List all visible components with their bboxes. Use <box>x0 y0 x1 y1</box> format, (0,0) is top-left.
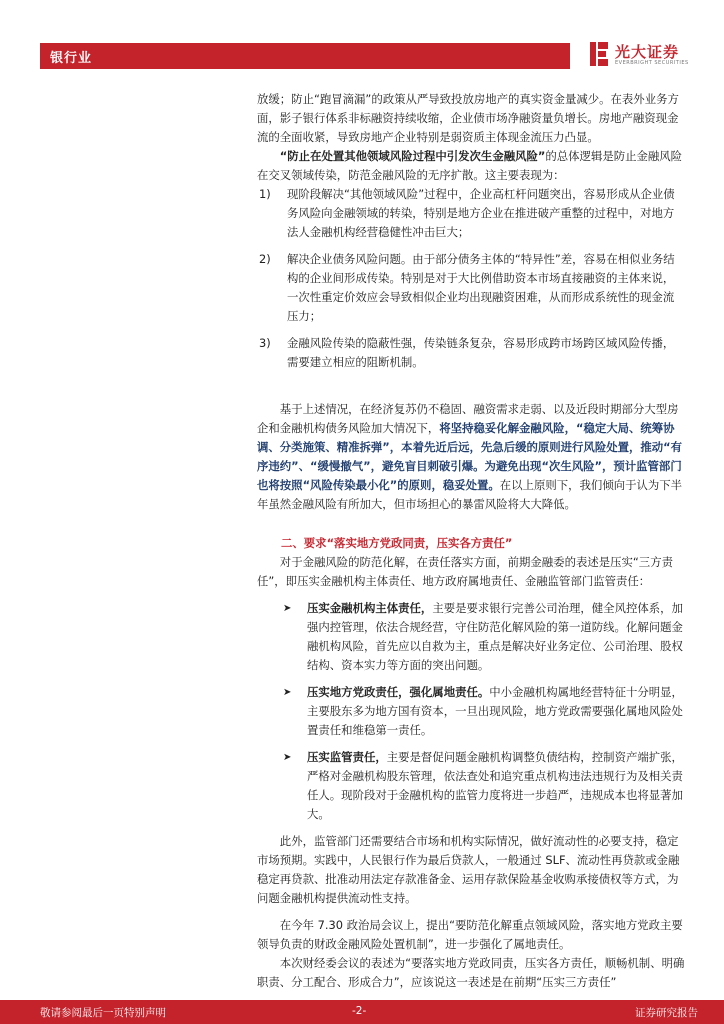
brand-name-en: EVERBRIGHT SECURITIES <box>615 60 689 66</box>
bullet-item-text: 主要是要求银行完善公司治理，健全风控体系，加强内控管理，依法合规经营，守住防范化解风险的第一道防线。化解问题金融机构风险，首先应以自救为主，重点是解决好业务定位、公司治理、股权结构、资本实力等方面的突出问题。 <box>307 601 683 672</box>
paragraph-3-highlight: 将坚持稳妥化解金融风险，“稳定大局、统筹协调、分类施策、精准拆弹”，本着先近后远，先急后缓的原则进行风险处置，推动“有序违约”、“缓慢撤气”，避免盲目刺破引爆。为避免出现“次生风险”，预计监管部门也将按照“风险传染最小化”的原则，稳妥处置。 <box>257 421 683 492</box>
arrow-bullet-icon: ➤ <box>283 687 292 698</box>
paragraph-1: 放缓；防止“跑冒滴漏”的政策从严导致投放房地产的真实资金量减少。在表外业务方面，影子银行体系非标融资持续收缩，企业债市场净融资量负增长。房地产融资现金流的全面收紧，导致房地产企业特别是弱资质主体现金流压力凸显。 <box>257 92 679 144</box>
arrow-bullet-icon: ➤ <box>283 603 292 614</box>
paragraph-7: 本次财经委会议的表述为“要落实地方党政同责，压实各方责任，顺畅机制、明确职责、分工配合、形成合力”，应该说这一表述是在前期“压实三方责任” <box>257 956 685 989</box>
section-tag: 银行业 <box>50 51 93 66</box>
list-item-2 <box>257 250 685 326</box>
report-type: 证券研究报告 <box>635 1007 698 1019</box>
page-number: -2- <box>352 1005 367 1017</box>
section-2-title: 二、要求“落实地方党政同责，压实各方责任” <box>281 536 513 550</box>
list-item-number: 1) <box>259 187 271 201</box>
list-item-1 <box>257 185 685 242</box>
paragraph-2-rest: 的总体逻辑是防止金融风险在交叉领域传染，防范金融风险的无序扩散。这主要表现为： <box>257 149 683 182</box>
list-item-text: 解决企业债务风险问题。由于部分债务主体的“特异性”差，容易在相似业务结构的企业间形成传染。特别是对于大比例借助资本市场直接融资的主体来说，一次性重定价效应会导致相似企业均出现融资困难，从而形成系统性的现金流压力； <box>287 252 675 323</box>
bullet-item-bold: 压实金融机构主体责任， <box>307 601 433 615</box>
paragraph-3-tail: 在以上原则下，我们倾向于认为下半年虽然金融风险有所加大，但市场担心的暴雷风险将大大降低。 <box>257 478 683 511</box>
list-item-number: 3) <box>259 336 271 350</box>
bullet-item-3 <box>257 748 685 824</box>
bullet-item-bold: 压实地方党政责任，强化属地责任。 <box>307 685 490 699</box>
brand-name: 光大证券 <box>615 43 680 61</box>
brand-logo <box>588 38 698 72</box>
footer-disclaimer: 敬请参阅最后一页特别声明 <box>40 1007 166 1019</box>
everbright-logo-icon <box>588 40 610 68</box>
bullet-item-1 <box>257 599 685 675</box>
paragraph-6: 在今年 7.30 政治局会议上，提出“要防范化解重点领域风险，落实地方党政主要领导负责的财政金融风险处置机制”，进一步强化了属地责任。 <box>257 918 683 951</box>
footer-bar <box>0 1000 724 1024</box>
bullet-item-2 <box>257 683 685 740</box>
main-content <box>257 90 685 992</box>
paragraph-2 <box>257 147 685 185</box>
list-item-text: 金融风险传染的隐蔽性强，传染链条复杂，容易形成跨市场跨区域风险传播，需要建立相应的阻断机制。 <box>287 336 675 369</box>
paragraph-5: 此外，监管部门还需要结合市场和机构实际情况，做好流动性的必要支持，稳定市场预期。实践中，人民银行作为最后贷款人，一般通过 SLF、流动性再贷款或金融稳定再贷款、批准动用法定存款准备金、运用存款保险基金收购承接债权等方式，为问题金融机构提供流动性支持。 <box>257 834 680 905</box>
paragraph-3-lead: 基于上述情况，在经济复苏仍不稳固、融资需求走弱、以及近段时期部分大型房企和金融机构债务风险加大情况下， <box>257 402 679 435</box>
bullet-item-text: 中小金融机构属地经营特征十分明显，主要股东多为地方国有资本，一旦出现风险，地方党政需要强化属地风险处置责任和维稳第一责任。 <box>307 685 683 737</box>
bullet-item-text: 主要是督促问题金融机构调整负债结构，控制资产端扩张，严格对金融机构股东管理，依法查处和追究重点机构违法违规行为及相关责任人。现阶段对于金融机构的监管力度将进一步趋严，违规成本也将显著加大。 <box>307 750 683 821</box>
paragraph-4: 对于金融风险的防范化解，在责任落实方面，前期金融委的表述是压实“三方责任”，即压实金融机构主体责任、地方政府属地责任、金融监管部门监管责任： <box>257 555 673 588</box>
list-item-text: 现阶段解决“其他领域风险”过程中，企业高杠杆问题突出，容易形成从企业债务风险向金融领域的转染，特别是地方企业在推进破产重整的过程中，对地方法人金融机构经营稳健性冲击巨大； <box>287 187 675 239</box>
list-item-number: 2) <box>259 252 271 266</box>
list-item-3 <box>257 334 685 372</box>
bullet-item-bold: 压实监管责任， <box>307 750 387 764</box>
arrow-bullet-icon: ➤ <box>283 752 292 763</box>
paragraph-2-bold: “防止在处置其他领域风险过程中引发次生金融风险” <box>279 149 546 163</box>
paragraph-3 <box>257 400 685 514</box>
header-bar <box>40 43 570 69</box>
